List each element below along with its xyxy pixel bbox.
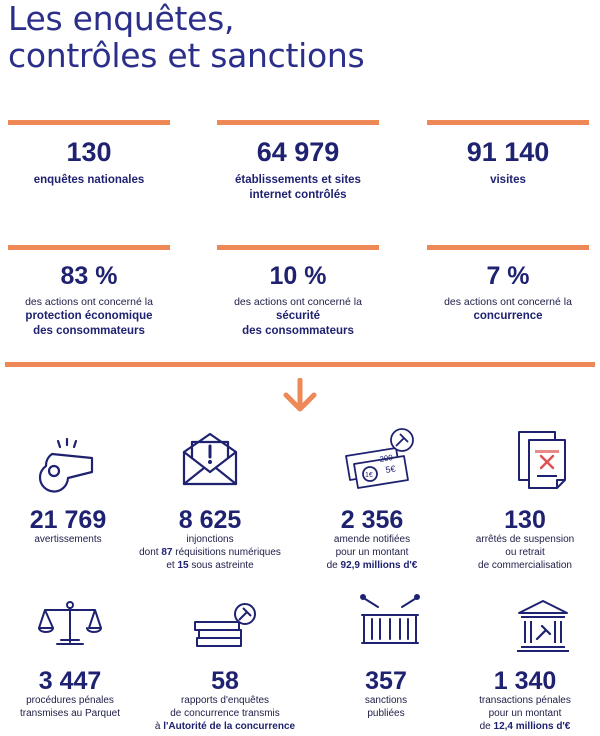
- metric-detail-line-3: à l'Autorité de la concurrence: [154, 721, 296, 732]
- stat-prefix: des actions ont concerné la: [444, 296, 572, 308]
- svg-text:200: 200: [378, 452, 394, 464]
- stat-value: 64 979: [256, 137, 340, 167]
- metric-label: avertissements: [34, 534, 102, 545]
- stat-strong-line-2: des consommateurs: [33, 325, 145, 337]
- stat-value: 91 140: [466, 137, 550, 167]
- metric-detail-line-3: de 92,9 millions d'€: [326, 560, 418, 571]
- stat-percent: 10 %: [269, 262, 327, 290]
- metric-value: 21 769: [29, 506, 107, 534]
- metric-value: 58: [211, 667, 239, 695]
- metric-value: 2 356: [340, 506, 404, 534]
- stat-etablissements: [217, 120, 379, 203]
- metric-detail-line-1: amende notifiées: [333, 534, 411, 545]
- metric-detail-line-2: pour un montant: [488, 708, 562, 719]
- stat-label-line-1: établissements et sites: [235, 174, 361, 186]
- metric-value: 130: [504, 507, 546, 534]
- svg-text:1€: 1€: [365, 472, 373, 479]
- arrow-down-icon: [281, 378, 319, 414]
- section-divider: [5, 362, 595, 367]
- stat-concurrence: [427, 245, 589, 324]
- page-title: [8, 0, 364, 74]
- stat-label: enquêtes nationales: [33, 174, 145, 186]
- stat-visites: [427, 120, 589, 188]
- whistle-icon: [30, 434, 100, 494]
- metric-detail-line-3: de commercialisation: [478, 560, 572, 571]
- envelope-alert-icon: [180, 430, 240, 488]
- metric-value: 3 447: [38, 667, 102, 695]
- stat-strong-line-1: protection économique: [25, 310, 153, 322]
- metric-detail-line-2: publiées: [367, 708, 405, 719]
- stat-prefix: des actions ont concerné la: [234, 296, 362, 308]
- metric-detail-line-3: et 15 sous astreinte: [166, 560, 254, 571]
- accent-bar: [427, 245, 589, 250]
- courthouse-gavel-icon: [513, 597, 573, 655]
- metric-value: 1 340: [493, 668, 557, 695]
- stat-label: [217, 173, 379, 203]
- accent-bar: [8, 120, 170, 125]
- metric-amendes: [277, 507, 467, 572]
- stat-strong-line-1: sécurité: [275, 310, 321, 322]
- title-line-1: Les enquêtes,: [8, 0, 235, 38]
- metric-detail-line-2: de concurrence transmis: [170, 708, 280, 719]
- books-gavel-icon: [193, 602, 259, 648]
- accent-bar: [217, 120, 379, 125]
- scales-icon: [37, 600, 103, 648]
- metric-detail-line-1: sanctions: [364, 695, 408, 706]
- metric-detail-line-1: rapports d'enquêtes: [180, 695, 270, 706]
- metric-value: 8 625: [178, 506, 242, 534]
- metric-transactions: [440, 668, 600, 733]
- metric-detail-line-1: arrêtés de suspension: [475, 534, 575, 545]
- stat-label-line-2: internet contrôlés: [249, 189, 347, 201]
- metric-detail-line-1: procédures pénales: [26, 695, 114, 706]
- stat-enquetes: [8, 120, 170, 188]
- metric-detail-line-3: de 12,4 millions d'€: [479, 721, 571, 732]
- metric-value: 357: [365, 667, 407, 695]
- stat-percent: 7 %: [486, 262, 530, 290]
- metric-detail-line-2: pour un montant: [335, 547, 409, 558]
- banknotes-gavel-icon: [340, 428, 424, 492]
- stat-protection: [8, 245, 170, 339]
- title-line-2: contrôles et sanctions: [8, 36, 365, 75]
- stat-strong-line-1: concurrence: [473, 310, 543, 322]
- stat-label: visites: [490, 174, 526, 186]
- svg-text:5€: 5€: [384, 463, 397, 475]
- metric-detail-line-2: dont 87 réquisitions numériques: [139, 547, 281, 558]
- stat-percent: 83 %: [60, 262, 118, 290]
- accent-bar: [217, 245, 379, 250]
- metric-detail-line-2: transmises au Parquet: [19, 708, 121, 719]
- drum-icon: [358, 593, 422, 651]
- accent-bar: [8, 245, 170, 250]
- stat-value: 130: [66, 137, 112, 167]
- stat-securite: [217, 245, 379, 339]
- document-cross-icon: [515, 428, 575, 494]
- metric-label: injonctions: [186, 534, 234, 545]
- metric-detail-line-2: ou retrait: [505, 547, 545, 558]
- stat-prefix: des actions ont concerné la: [25, 296, 153, 308]
- accent-bar: [427, 120, 589, 125]
- stat-strong-line-2: des consommateurs: [242, 325, 354, 337]
- metric-arretes: [440, 507, 600, 572]
- metric-detail-line-1: transactions pénales: [479, 695, 571, 706]
